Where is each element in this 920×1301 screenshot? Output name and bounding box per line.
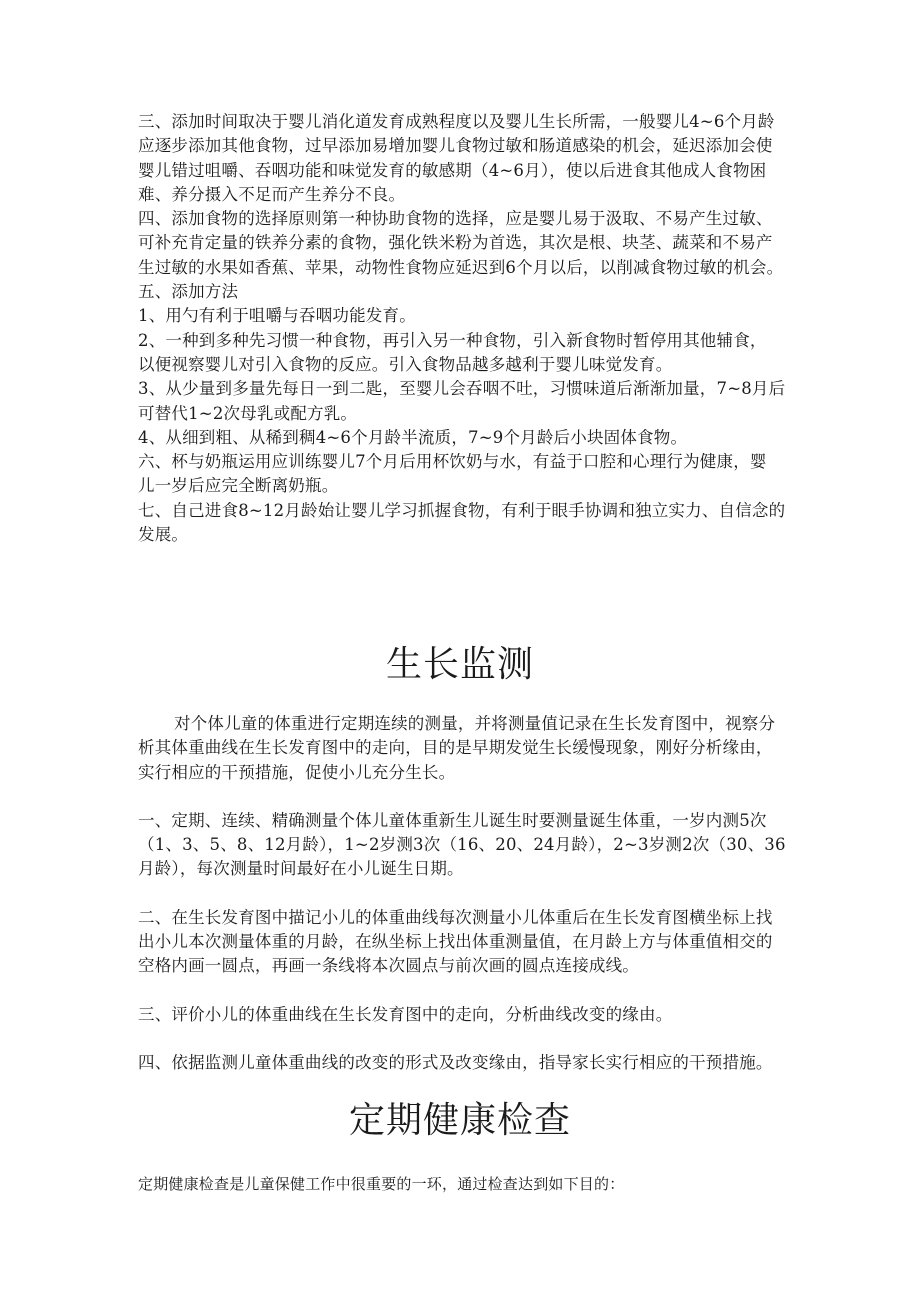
text-line: （1、3、5、8、12月龄），1~2岁测3次（16、20、24月龄），2~3岁测2次（30、36	[138, 835, 786, 855]
text-line: 4、从细到粗、从稀到稠4~6个月龄半流质，7~9个月龄后小块固体食物。	[138, 427, 688, 447]
growth-section	[138, 712, 786, 1075]
text-line: 儿一岁后应完全断离奶瓶。	[138, 476, 339, 496]
paragraph-cup-bottle	[138, 450, 786, 499]
text-line: 可补充肯定量的铁养分素的食物，强化铁米粉为首选，其次是根、块茎、蔬菜和不易产	[138, 233, 773, 253]
text-line: 应逐步添加其他食物，过早添加易增加婴儿食物过敏和肠道感染的机会，延迟添加会使	[138, 136, 773, 156]
text-line: 三、评价小儿的体重曲线在生长发育图中的走向，分析曲线改变的缘由。	[138, 1004, 673, 1024]
text-line: 婴儿错过咀嚼、吞咽功能和味觉发育的敏感期（4~6月），使以后进食其他成人食物困	[138, 160, 767, 180]
text-line: 月龄），每次测量时间最好在小儿诞生日期。	[138, 859, 464, 879]
health-section	[138, 1172, 786, 1196]
text-line: 3、从少量到多量先每日一到二匙，至婴儿会吞咽不吐，习惯味道后渐渐加量，7~8月后	[138, 379, 786, 399]
health-intro: 定期健康检查是儿童保健工作中很重要的一环，通过检查达到如下目的：	[138, 1175, 625, 1193]
growth-item-4	[138, 1051, 786, 1075]
growth-item-3	[138, 1003, 786, 1027]
text-line: 2、一种到多种先习惯一种食物，再引入另一种食物，引入新食物时暂停用其他辅食，	[138, 330, 767, 350]
text-line: 以便视察婴儿对引入食物的反应。引入食物品越多越利于婴儿味觉发育。	[138, 354, 673, 374]
text-line: 生过敏的水果如香蕉、苹果，动物性食物应延迟到6个月以后，以削减食物过敏的机会。	[138, 257, 784, 277]
text-line: 析其体重曲线在生长发育图中的走向，目的是早期发觉生长缓慢现象，刚好分析缘由，	[138, 738, 773, 758]
paragraph-timing	[138, 110, 786, 207]
growth-item-1	[138, 809, 786, 882]
text-line: 对个体儿童的体重进行定期连续的测量，并将测量值记录在生长发育图中，视察分	[174, 714, 776, 733]
text-line: 四、添加食物的选择原则第一种协助食物的选择，应是婴儿易于汲取、不易产生过敏、	[138, 209, 773, 229]
text-line: 1、用勺有利于咀嚼与吞咽功能发育。	[138, 306, 416, 326]
growth-intro	[138, 712, 786, 785]
text-line: 七、自己进食8~12月龄始让婴儿学习抓握食物，有利于眼手协调和独立实力、自信念的	[138, 500, 786, 520]
text-line: 一、定期、连续、精确测量个体儿童体重新生儿诞生时要测量诞生体重，一岁内测5次	[138, 810, 767, 830]
paragraph-method-heading	[138, 280, 786, 304]
text-line: 发展。	[138, 525, 189, 545]
section-title-health: 定期健康检查	[348, 1100, 571, 1141]
paragraph-method-3	[138, 377, 786, 426]
text-line: 六、杯与奶瓶运用应训练婴儿7个月后用杯饮奶与水，有益于口腔和心理行为健康，婴	[138, 452, 767, 472]
text-line: 难、养分摄入不足而产生养分不良。	[138, 184, 406, 204]
paragraph-method-1	[138, 304, 786, 328]
text-line: 五、添加方法	[138, 282, 239, 302]
paragraph-food-choice	[138, 207, 786, 280]
text-line: 可替代1~2次母乳或配方乳。	[138, 403, 358, 423]
paragraph-self-feeding	[138, 499, 786, 548]
growth-item-2	[138, 906, 786, 979]
paragraph-method-4	[138, 426, 786, 450]
text-line: 四、依据监测儿童体重曲线的改变的形式及改变缘由，指导家长实行相应的干预措施。	[138, 1052, 773, 1072]
text-line: 实行相应的干预措施，促使小儿充分生长。	[138, 762, 456, 782]
text-line: 三、添加时间取决于婴儿消化道发育成熟程度以及婴儿生长所需，一般婴儿4~6个月龄	[138, 112, 775, 131]
feeding-section	[138, 110, 786, 547]
text-line: 二、在生长发育图中描记小儿的体重曲线每次测量小儿体重后在生长发育图横坐标上找	[138, 907, 773, 927]
paragraph-method-2	[138, 329, 786, 378]
text-line: 空格内画一圆点，再画一条线将本次圆点与前次画的圆点连接成线。	[138, 956, 639, 976]
section-title-growth: 生长监测	[385, 644, 534, 685]
text-line: 出小儿本次测量体重的月龄，在纵坐标上找出体重测量值，在月龄上方与体重值相交的	[138, 932, 773, 952]
